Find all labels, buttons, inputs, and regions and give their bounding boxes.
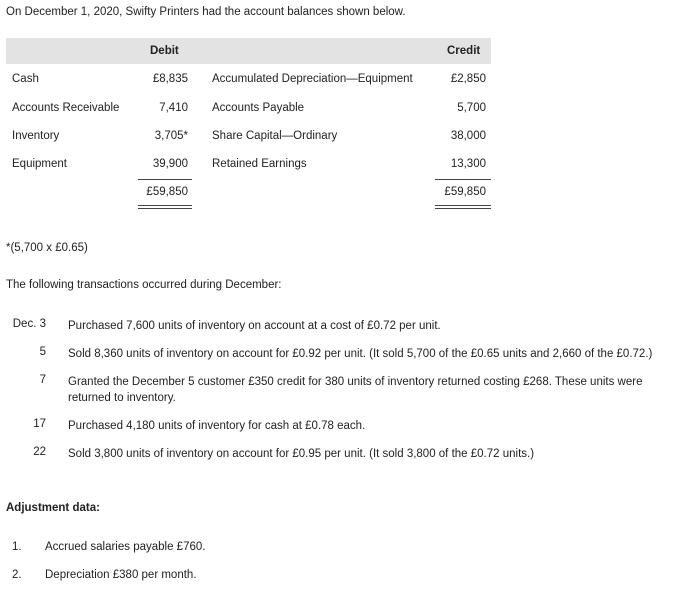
debit-account: Accounts Receivable: [12, 102, 120, 114]
transaction-text: Sold 3,800 units of inventory on account for £0.95 per unit. (It sold 3,800 of the £0.72 units.): [68, 448, 535, 460]
credit-double-rule-1: [435, 205, 491, 206]
credit-account: Share Capital—Ordinary: [212, 130, 338, 142]
credit-total: £59,850: [444, 186, 486, 198]
transaction-date: 22: [33, 446, 46, 458]
debit-double-rule-1: [138, 205, 192, 206]
transactions-intro: The following transactions occurred during December:: [6, 279, 282, 291]
transaction-text: Sold 8,360 units of inventory on account for £0.92 per unit. (It sold 5,700 of the £0.65 units and 2,660 of the £0.72.): [68, 348, 653, 360]
transaction-date: 7: [39, 374, 46, 386]
debit-header: Debit: [150, 45, 179, 57]
debit-double-rule-2: [138, 208, 192, 209]
debit-amount: 3,705*: [154, 130, 188, 142]
debit-account: Cash: [12, 73, 39, 85]
debit-amount: 7,410: [159, 102, 188, 114]
debit-account: Equipment: [12, 158, 67, 170]
table-header-band: [6, 38, 491, 64]
credit-amount: 5,700: [457, 102, 486, 114]
debit-total-rule: [138, 179, 192, 180]
transaction-text: Granted the December 5 customer £350 credit for 380 units of inventory returned costing £268. These units were returned to inventory.: [68, 376, 643, 404]
transaction-date: 5: [39, 346, 46, 358]
adjustment-number: 2.: [12, 569, 22, 581]
transaction-text: Purchased 4,180 units of inventory for cash at £0.78 each.: [68, 420, 366, 432]
adjustment-text: Depreciation £380 per month.: [45, 569, 197, 581]
intro-text: On December 1, 2020, Swifty Printers had the account balances shown below.: [6, 6, 406, 18]
credit-header: Credit: [447, 45, 481, 57]
credit-amount: 38,000: [450, 130, 486, 142]
credit-total-rule: [435, 179, 491, 180]
debit-amount: 39,900: [152, 158, 188, 170]
credit-amount: £2,850: [450, 73, 486, 85]
credit-double-rule-2: [435, 208, 491, 209]
footnote: *(5,700 x £0.65): [6, 242, 88, 254]
transaction-date: Dec. 3: [12, 318, 46, 330]
transaction-text: Purchased 7,600 units of inventory on account at a cost of £0.72 per unit.: [68, 320, 441, 332]
credit-amount: 13,300: [450, 158, 486, 170]
debit-total: £59,850: [146, 186, 188, 198]
credit-account: Retained Earnings: [212, 158, 307, 170]
credit-account: Accumulated Depreciation—Equipment: [212, 73, 413, 85]
credit-account: Accounts Payable: [212, 102, 305, 114]
debit-account: Inventory: [12, 130, 60, 142]
adjustment-number: 1.: [12, 541, 22, 553]
debit-amount: £8,835: [152, 73, 188, 85]
adjustment-text: Accrued salaries payable £760.: [45, 541, 206, 553]
transaction-date: 17: [33, 418, 46, 430]
adjustment-title: Adjustment data:: [6, 502, 100, 514]
